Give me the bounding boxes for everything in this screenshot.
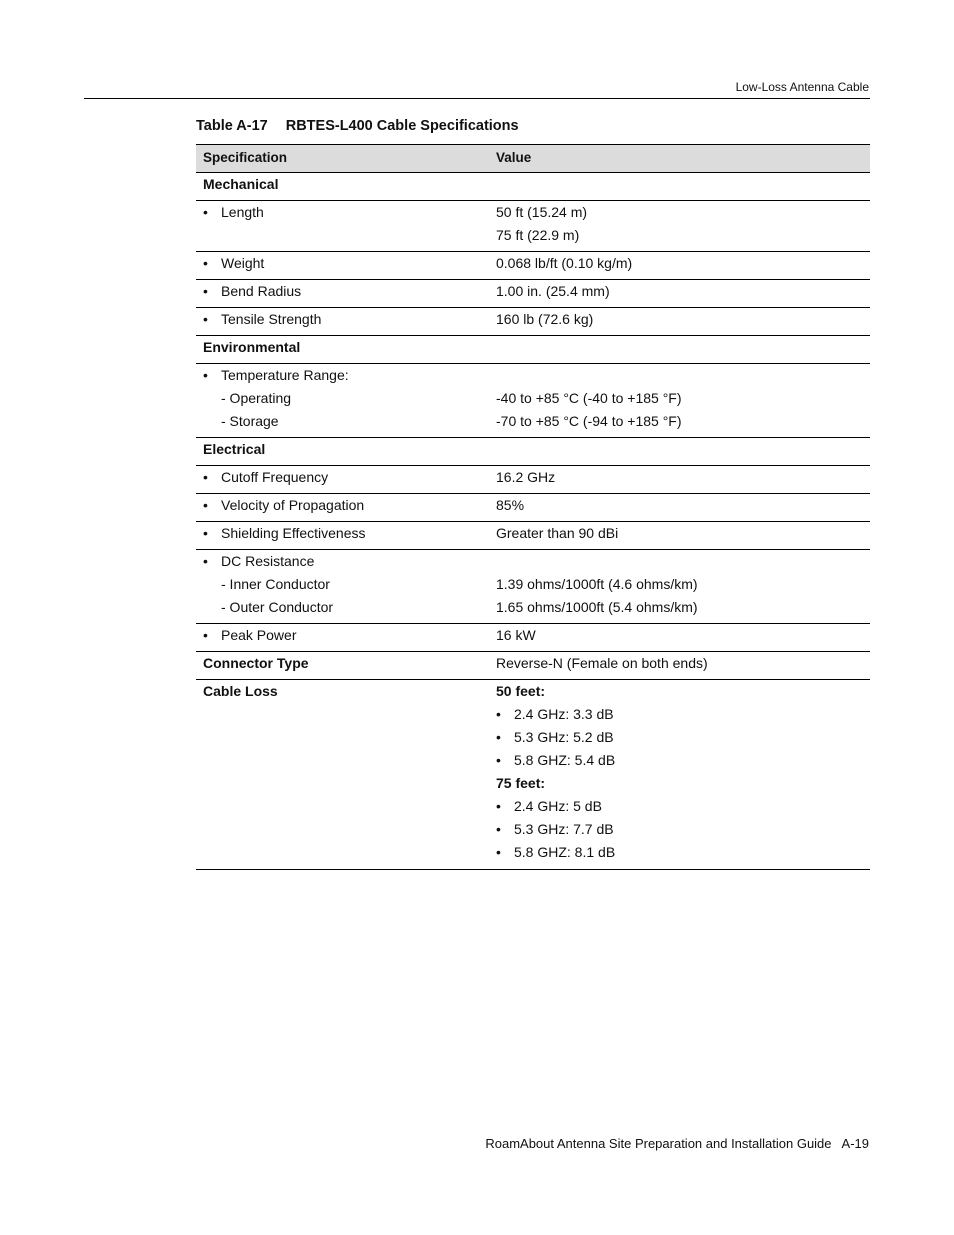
section-label: Environmental [203, 339, 301, 355]
spec-value: 16.2 GHz [496, 469, 556, 485]
column-header-value: Value [496, 150, 532, 165]
bullet: • [496, 752, 501, 768]
spec-label: Connector Type [203, 655, 309, 671]
bullet: • [203, 204, 208, 220]
cable-loss-value: 2.4 GHz: 5 dB [514, 798, 602, 814]
table-row-weight [196, 252, 870, 280]
spec-label: Weight [221, 255, 265, 271]
bullet: • [496, 798, 501, 814]
spec-label: Tensile Strength [221, 311, 322, 327]
page-footer [485, 1136, 869, 1151]
spec-label: DC Resistance [221, 553, 315, 569]
table-row-dc-resistance [196, 550, 870, 624]
page-number: A-19 [841, 1136, 869, 1151]
column-header-specification: Specification [203, 150, 288, 165]
guide-title: RoamAbout Antenna Site Preparation and Installation Guide [485, 1136, 832, 1151]
spec-table [196, 144, 870, 870]
cable-loss-value: 5.3 GHz: 7.7 dB [514, 821, 614, 837]
bullet: • [496, 844, 501, 860]
table-row-velocity [196, 494, 870, 522]
bullet: • [203, 283, 208, 299]
section-row-electrical [196, 438, 870, 466]
bullet: • [203, 367, 208, 383]
spec-sublabel: - Outer Conductor [221, 599, 334, 615]
table-title: RBTES-L400 Cable Specifications [285, 118, 519, 134]
spec-value: 85% [496, 497, 525, 513]
spec-sublabel: - Operating [221, 390, 292, 406]
spec-value: -70 to +85 °C (-94 to +185 °F) [496, 413, 682, 429]
spec-value: 160 lb (72.6 kg) [496, 311, 594, 327]
spec-sublabel: - Storage [221, 413, 279, 429]
bullet: • [203, 627, 208, 643]
table-caption [196, 118, 519, 134]
spec-label: Bend Radius [221, 283, 302, 299]
spec-label: Cutoff Frequency [221, 469, 329, 485]
running-header: Low-Loss Antenna Cable [735, 80, 869, 94]
table-row-shielding [196, 522, 870, 550]
section-label: Electrical [203, 441, 266, 457]
spec-value: Greater than 90 dBi [496, 525, 619, 541]
spec-value: Reverse-N (Female on both ends) [496, 655, 708, 671]
header-rule [84, 98, 870, 99]
table-header-row [196, 144, 870, 173]
table-row-temperature-range [196, 364, 870, 438]
cable-loss-value: 2.4 GHz: 3.3 dB [514, 706, 614, 722]
spec-value: 16 kW [496, 627, 536, 643]
spec-label: Velocity of Propagation [221, 497, 365, 513]
bullet: • [496, 706, 501, 722]
bullet: • [203, 497, 208, 513]
table-row-tensile-strength [196, 308, 870, 336]
section-label: Mechanical [203, 176, 279, 192]
spec-value: 0.068 lb/ft (0.10 kg/m) [496, 255, 633, 271]
bullet: • [496, 729, 501, 745]
spec-value: 1.39 ohms/1000ft (4.6 ohms/km) [496, 576, 698, 592]
bullet: • [496, 821, 501, 837]
table-row-bend-radius [196, 280, 870, 308]
cable-loss-value: 5.3 GHz: 5.2 dB [514, 729, 614, 745]
spec-value: 1.65 ohms/1000ft (5.4 ohms/km) [496, 599, 698, 615]
spec-value: -40 to +85 °C (-40 to +185 °F) [496, 390, 682, 406]
cable-loss-group-title: 75 feet: [496, 775, 546, 791]
bullet: • [203, 553, 208, 569]
spec-value: 75 ft (22.9 m) [496, 227, 580, 243]
section-row-mechanical [196, 173, 870, 201]
table-row-cutoff-frequency [196, 466, 870, 494]
table-row-connector-type [196, 652, 870, 680]
table-row-length [196, 201, 870, 252]
cable-loss-group-title: 50 feet: [496, 683, 546, 699]
bullet: • [203, 311, 208, 327]
spec-label: Peak Power [221, 627, 297, 643]
bullet: • [203, 469, 208, 485]
spec-label: Shielding Effectiveness [221, 525, 366, 541]
table-row-peak-power [196, 624, 870, 652]
spec-value: 1.00 in. (25.4 mm) [496, 283, 610, 299]
cable-loss-value: 5.8 GHZ: 5.4 dB [514, 752, 616, 768]
bullet: • [203, 525, 208, 541]
spec-label: Length [221, 204, 264, 220]
table-row-cable-loss [196, 680, 870, 870]
spec-sublabel: - Inner Conductor [221, 576, 330, 592]
spec-value: 50 ft (15.24 m) [496, 204, 588, 220]
section-row-environmental [196, 336, 870, 364]
bullet: • [203, 255, 208, 271]
spec-label: Temperature Range: [221, 367, 349, 383]
cable-loss-value: 5.8 GHZ: 8.1 dB [514, 844, 616, 860]
table-number: Table A-17 [196, 118, 268, 134]
spec-label: Cable Loss [203, 683, 278, 699]
